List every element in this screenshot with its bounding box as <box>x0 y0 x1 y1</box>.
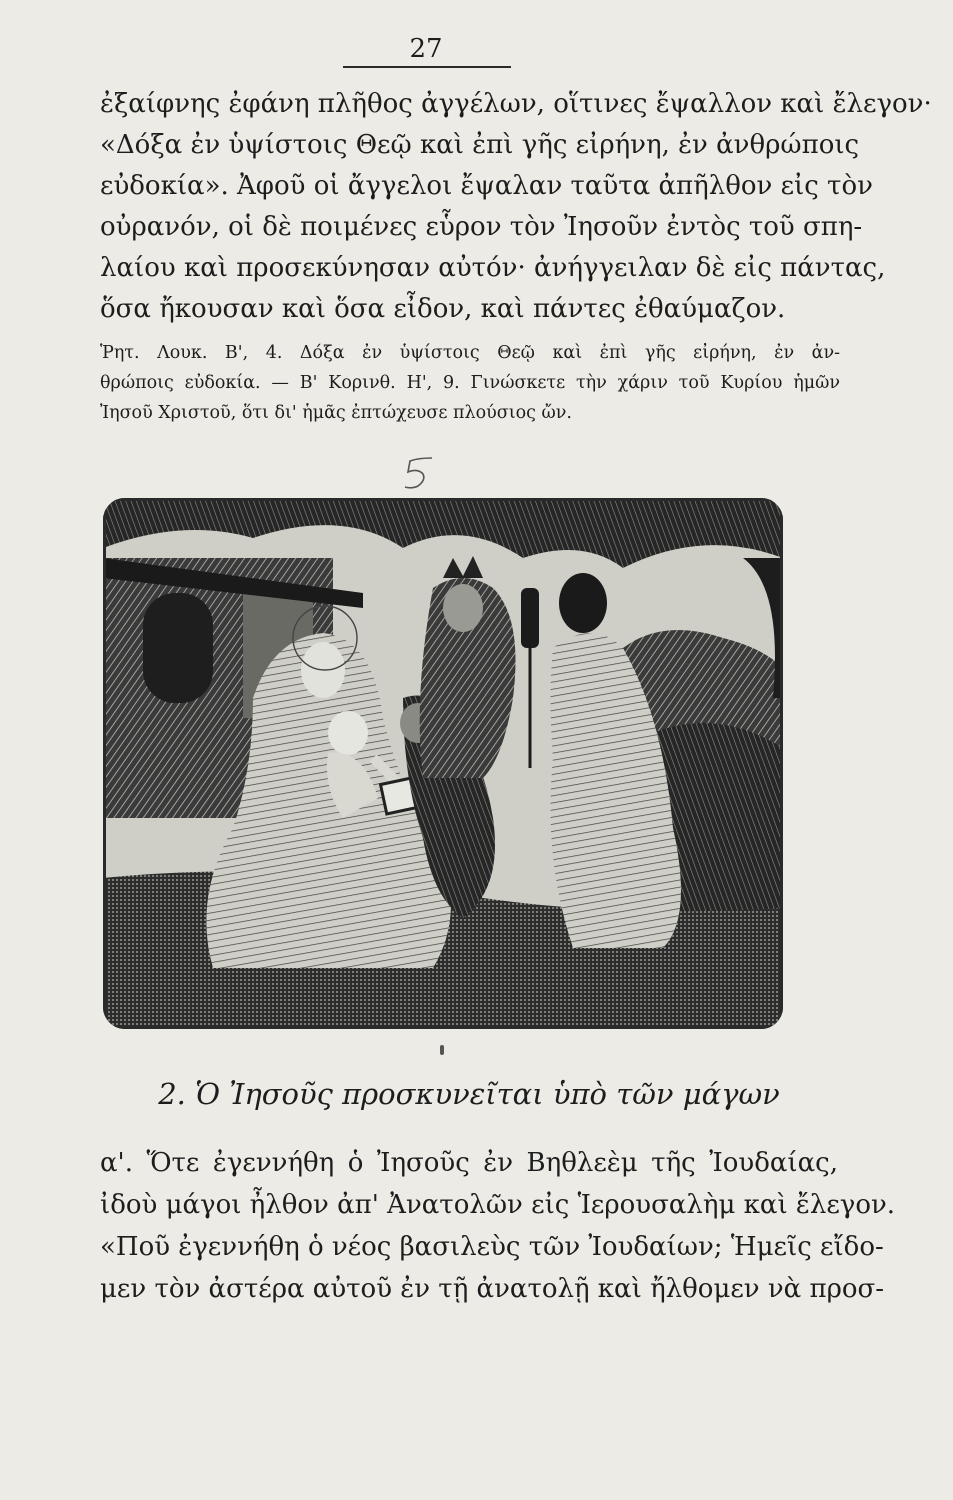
text-line: «Ποῦ ἐγεννήθη ὁ νέος βασιλεὺς τῶν Ἰουδαίων; Ἡμεῖς εἴδο- <box>100 1232 884 1262</box>
text-line: ἰδοὺ μάγοι ἦλθον ἀπ' Ἀνατολῶν εἰς Ἱερουσαλὴμ καὶ ἔλεγον. <box>100 1190 896 1220</box>
text-line: ἐξαίφνης ἐφάνη πλῆθος ἀγγέλων, οἵτινες ἔψαλλον καὶ ἔλεγον· <box>100 89 932 119</box>
main-text-block <box>100 84 932 330</box>
stray-mark <box>440 1045 444 1055</box>
text-line: λαίου καὶ προσεκύνησαν αὐτόν· ἀνήγγειλαν δὲ εἰς πάντας, <box>100 253 886 283</box>
page-number: 27 <box>409 34 443 64</box>
section-text-block <box>100 1142 896 1310</box>
reference-line: Ῥητ. Λουκ. Β', 4. Δόξα ἐν ὑψίστοις Θεῷ καὶ ἐπὶ γῆς εἰρήνη, ἐν ἀν- <box>100 343 840 363</box>
section-heading: 2. Ὁ Ἰησοῦς προσκυνεῖται ὑπὸ τῶν μάγων <box>158 1077 780 1111</box>
adoration-engraving <box>103 498 783 1029</box>
text-line: ὅσα ἤκουσαν καὶ ὅσα εἶδον, καὶ πάντες ἐθαύμαζον. <box>100 294 786 324</box>
text-line: μεν τὸν ἀστέρα αὐτοῦ ἐν τῇ ἀνατολῇ καὶ ἤλθομεν νὰ προσ- <box>100 1274 885 1304</box>
page-number-rule <box>343 66 511 68</box>
text-line: οὐρανόν, οἱ δὲ ποιμένες εὗρον τὸν Ἰησοῦν ἐντὸς τοῦ σπη- <box>100 212 863 242</box>
reference-line: θρώποις εὐδοκία. — Β' Κορινθ. Η', 9. Γινώσκετε τὴν χάριν τοῦ Κυρίου ἡμῶν <box>100 373 840 393</box>
text-line: εὐδοκία». Ἀφοῦ οἱ ἄγγελοι ἔψαλαν ταῦτα ἀπῆλθον εἰς τὸν <box>100 171 873 201</box>
text-line: α'. Ὅτε ἐγεννήθη ὁ Ἰησοῦς ἐν Βηθλεὲμ τῆς Ἰουδαίας, <box>100 1148 838 1178</box>
handwritten-figure-mark <box>396 452 446 492</box>
text-line: «Δόξα ἐν ὑψίστοις Θεῷ καὶ ἐπὶ γῆς εἰρήνη, ἐν ἀνθρώποις <box>100 130 860 160</box>
scripture-references <box>100 338 840 428</box>
reference-line: Ἰησοῦ Χριστοῦ, ὅτι δι' ἡμᾶς ἐπτώχευσε πλούσιος ὤν. <box>100 403 572 423</box>
